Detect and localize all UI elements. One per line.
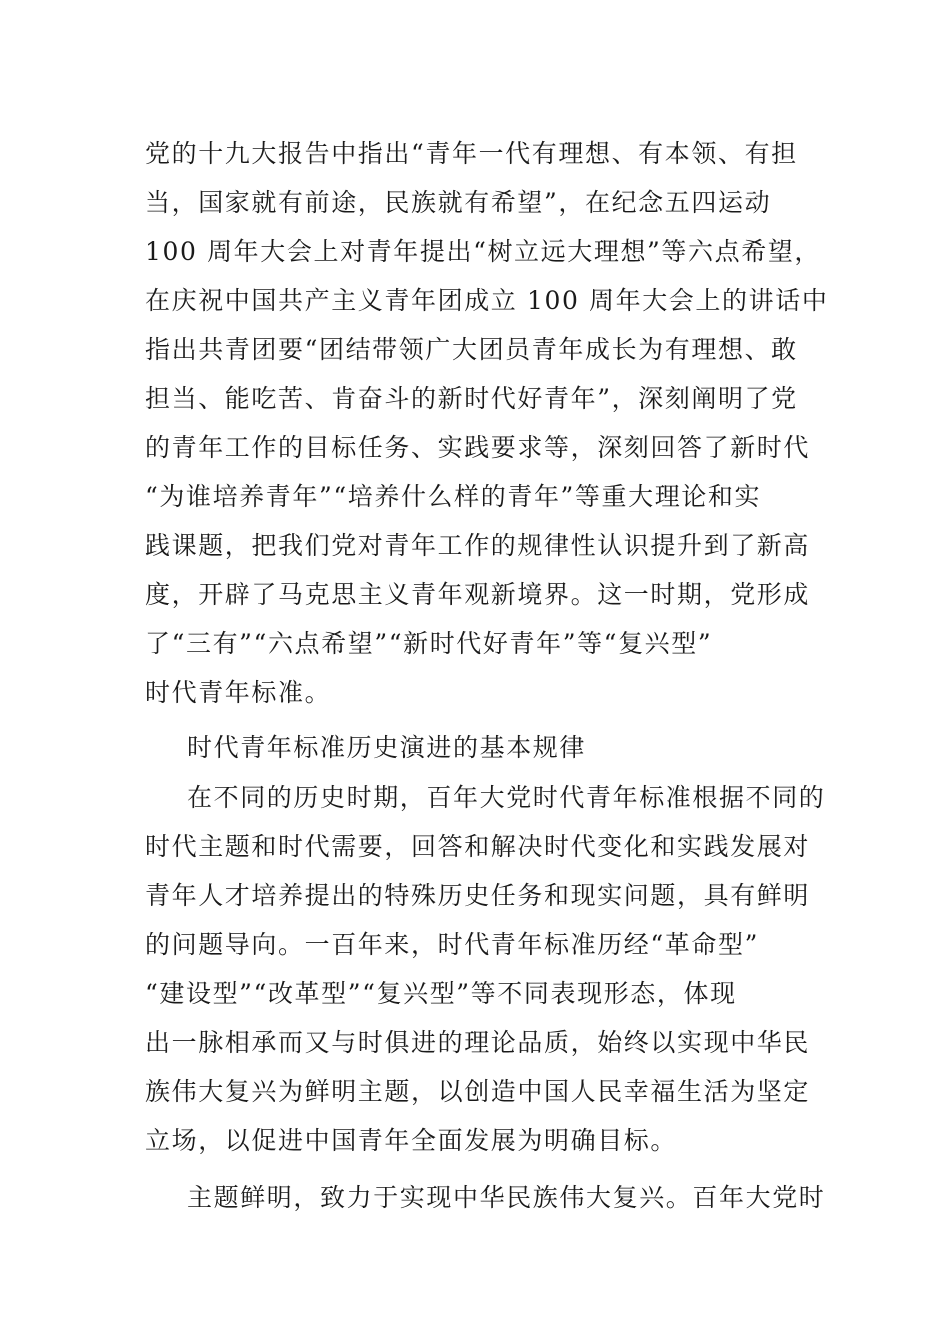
text-line: “建设型”“改革型”“复兴型”等不同表现形态，体现	[145, 979, 737, 1008]
text-line: 度，开辟了马克思主义青年观新境界。这一时期，党形成	[145, 580, 811, 609]
text-line: 了“三有”“六点希望”“新时代好青年”等“复兴型”	[145, 629, 713, 658]
text-line: 指出共青团要“团结带领广大团员青年成长为有理想、敢	[145, 335, 798, 364]
text-line: 青年人才培养提出的特殊历史任务和现实问题，具有鲜明	[145, 881, 811, 910]
text-line: 的问题导向。一百年来，时代青年标准历经“革命型”	[145, 930, 759, 959]
text-line: 100 周年大会上对青年提出“树立远大理想”等六点希望，	[145, 237, 822, 266]
text-line: 族伟大复兴为鲜明主题，以创造中国人民幸福生活为坚定	[145, 1077, 811, 1106]
paragraph-1	[145, 129, 829, 717]
text-line: 在庆祝中国共产主义青年团成立 100 周年大会上的讲话中	[145, 286, 829, 315]
text-line: 党的十九大报告中指出“青年一代有理想、有本领、有担	[145, 139, 798, 168]
paragraph-3	[145, 1173, 825, 1222]
section-heading: 时代青年标准历史演进的基本规律	[187, 733, 587, 762]
text-line: 担当、能吃苦、肯奋斗的新时代好青年”，深刻阐明了党	[145, 384, 798, 413]
text-line: 在不同的历史时期，百年大党时代青年标准根据不同的	[187, 783, 826, 812]
text-line: 出一脉相承而又与时俱进的理论品质，始终以实现中华民	[145, 1028, 811, 1057]
paragraph-2	[145, 773, 825, 1165]
text-line: 的青年工作的目标任务、实践要求等，深刻回答了新时代	[145, 433, 811, 462]
section-heading-block	[145, 723, 825, 772]
text-line: 当，国家就有前途，民族就有希望”，在纪念五四运动	[145, 188, 772, 217]
text-line: 践课题，把我们党对青年工作的规律性认识提升到了新高	[145, 531, 811, 560]
text-line: 立场，以促进中国青年全面发展为明确目标。	[145, 1126, 678, 1155]
text-line: 时代主题和时代需要，回答和解决时代变化和实践发展对	[145, 832, 811, 861]
text-line: 时代青年标准。	[145, 678, 332, 707]
text-line: “为谁培养青年”“培养什么样的青年”等重大理论和实	[145, 482, 762, 511]
text-line: 主题鲜明，致力于实现中华民族伟大复兴。百年大党时	[187, 1183, 826, 1212]
